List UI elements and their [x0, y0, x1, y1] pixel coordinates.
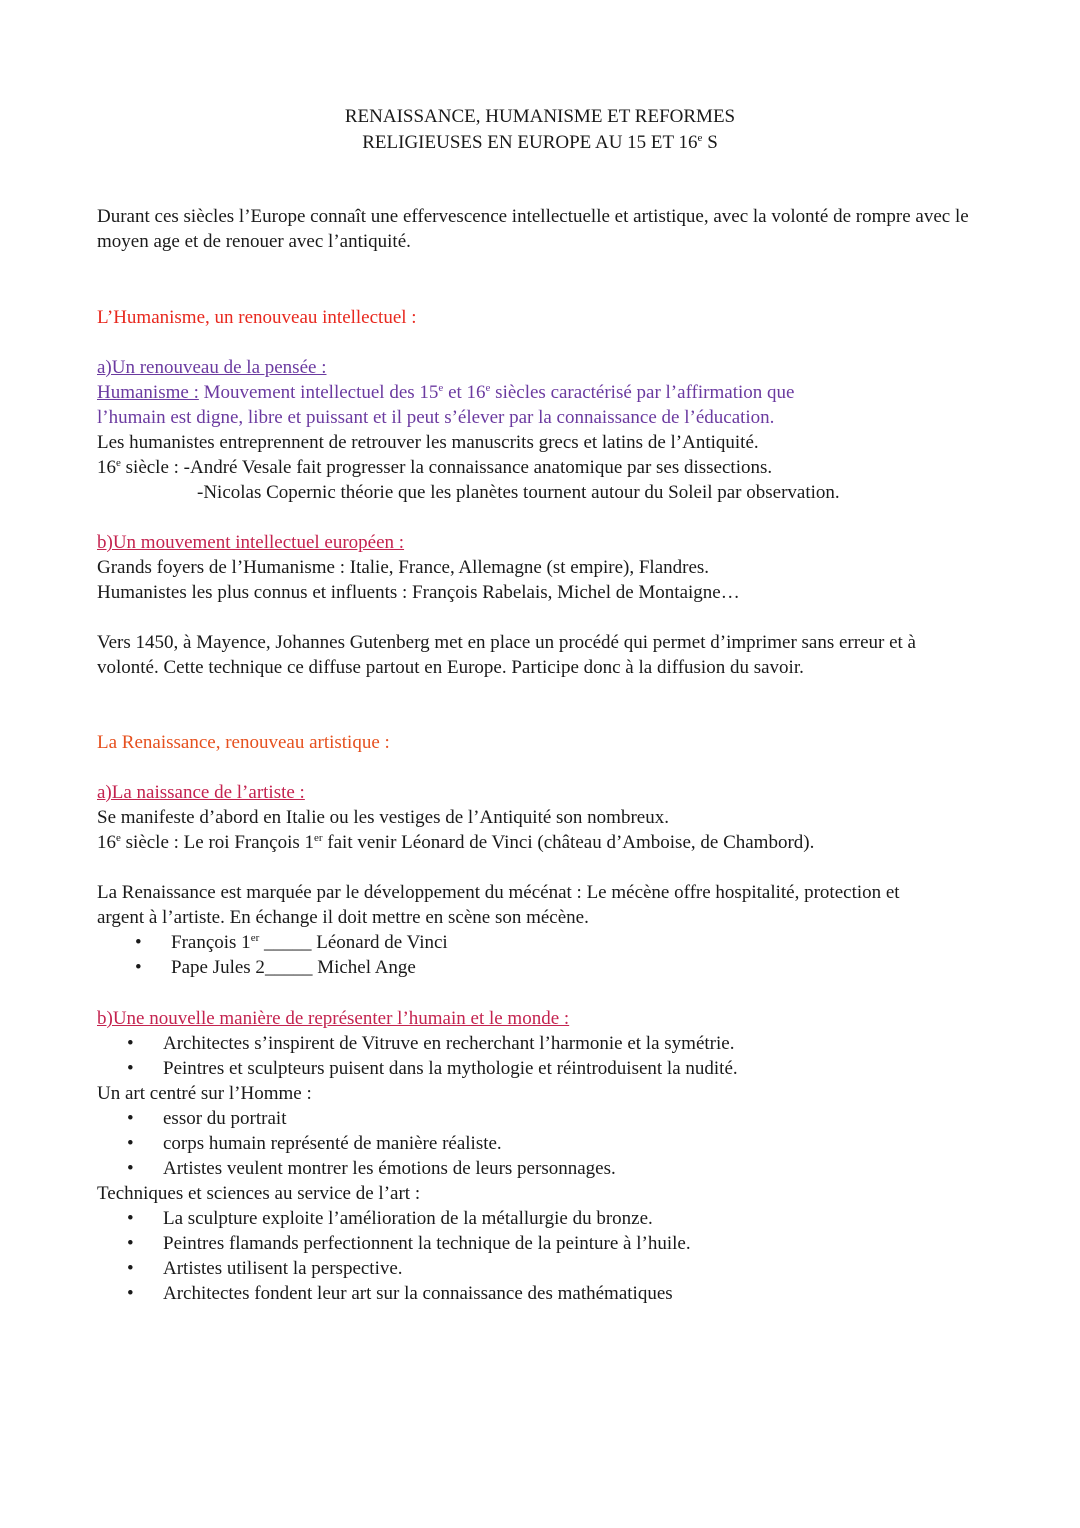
paragraph-italie: Se manifeste d’abord en Italie ou les vestiges de l’Antiquité son nombreux. [97, 807, 669, 828]
subheading-a-naissance-artiste: a)La naissance de l’artiste : [97, 782, 305, 803]
bullet-icon: • [127, 1283, 134, 1304]
definition-humanisme: Humanisme : Mouvement intellectuel des 15e et 16e siècles caractérisé par l’affirmation que [97, 382, 795, 403]
list-item: • corps humain représenté de manière réaliste. [127, 1133, 502, 1154]
paragraph-foyers: Grands foyers de l’Humanisme : Italie, France, Allemagne (st empire), Flandres. [97, 557, 710, 578]
bullet-icon: • [127, 1258, 134, 1279]
list-item: • Artistes utilisent la perspective. [127, 1258, 403, 1279]
subheading-a-renouveau-pensee: a)Un renouveau de la pensée : [97, 357, 327, 378]
bullet-icon: • [127, 1058, 134, 1079]
section-heading-humanisme: L’Humanisme, un renouveau intellectuel : [97, 307, 417, 328]
definition-humanisme-cont: l’humain est digne, libre et puissant et il peut s’élever par la connaissance de l’éducation. [97, 407, 775, 428]
paragraph-mecenat: La Renaissance est marquée par le développement du mécénat : Le mécène offre hospitalité, protection et argent à l’artiste. En échange il doit mettre en scène son mécène. [97, 882, 900, 928]
bullet-icon: • [127, 1233, 134, 1254]
paragraph-gutenberg: Vers 1450, à Mayence, Johannes Gutenberg met en place un procédé qui permet d’imprimer sans erreur et à volonté. Cette technique ce diffuse partout en Europe. Participe donc à la diffusion du savoir. [97, 632, 916, 678]
list-item: • Peintres et sculpteurs puisent dans la mythologie et réintroduisent la nudité. [127, 1058, 738, 1079]
subheading-b-nouvelle-maniere: b)Une nouvelle manière de représenter l’humain et le monde : [97, 1008, 570, 1029]
list-item: • Architectes fondent leur art sur la connaissance des mathématiques [127, 1283, 673, 1304]
paragraph-manuscrits: Les humanistes entreprennent de retrouver les manuscrits grecs et latins de l’Antiquité. [97, 432, 759, 453]
definition-term: Humanisme : [97, 382, 199, 403]
bullet-icon: • [135, 932, 142, 953]
bullet-icon: • [127, 1133, 134, 1154]
list-item-patron: • François 1er _____ Léonard de Vinci [135, 932, 448, 953]
document-title-line-1: RENAISSANCE, HUMANISME ET REFORMES [344, 106, 736, 127]
bullet-icon: • [127, 1108, 134, 1129]
list-item: • Peintres flamands perfectionnent la technique de la peinture à l’huile. [127, 1233, 691, 1254]
section-heading-renaissance: La Renaissance, renouveau artistique : [97, 732, 390, 753]
subheading-art-homme: Un art centré sur l’Homme : [97, 1083, 312, 1104]
bullet-icon: • [127, 1033, 134, 1054]
paragraph-vesale: 16e siècle : -André Vesale fait progresser la connaissance anatomique par ses dissections. [97, 457, 773, 478]
list-item: • Artistes veulent montrer les émotions de leurs personnages. [127, 1158, 616, 1179]
paragraph-francois-vinci: 16e siècle : Le roi François 1er fait venir Léonard de Vinci (château d’Amboise, de Chambord). [97, 832, 815, 853]
list-item-patron: • Pape Jules 2_____ Michel Ange [135, 957, 416, 978]
intro-paragraph: Durant ces siècles l’Europe connaît une effervescence intellectuelle et artistique, avec la volonté de rompre avec le moyen age et de renouer avec l’antiquité. [97, 206, 969, 252]
list-item: • essor du portrait [127, 1108, 287, 1129]
paragraph-copernic: -Nicolas Copernic théorie que les planètes tournent autour du Soleil par observation. [197, 482, 840, 503]
bullet-icon: • [127, 1158, 134, 1179]
document-title-line-2: RELIGIEUSES EN EUROPE AU 15 ET 16e S [362, 132, 718, 153]
subheading-b-mouvement-europeen: b)Un mouvement intellectuel européen : [97, 532, 405, 553]
list-item: • Architectes s’inspirent de Vitruve en recherchant l’harmonie et la symétrie. [127, 1033, 735, 1054]
subheading-techniques: Techniques et sciences au service de l’art : [97, 1183, 421, 1204]
bullet-icon: • [135, 957, 142, 978]
paragraph-humanistes: Humanistes les plus connus et influents : François Rabelais, Michel de Montaigne… [97, 582, 740, 603]
bullet-icon: • [127, 1208, 134, 1229]
list-item: • La sculpture exploite l’amélioration de la métallurgie du bronze. [127, 1208, 653, 1229]
